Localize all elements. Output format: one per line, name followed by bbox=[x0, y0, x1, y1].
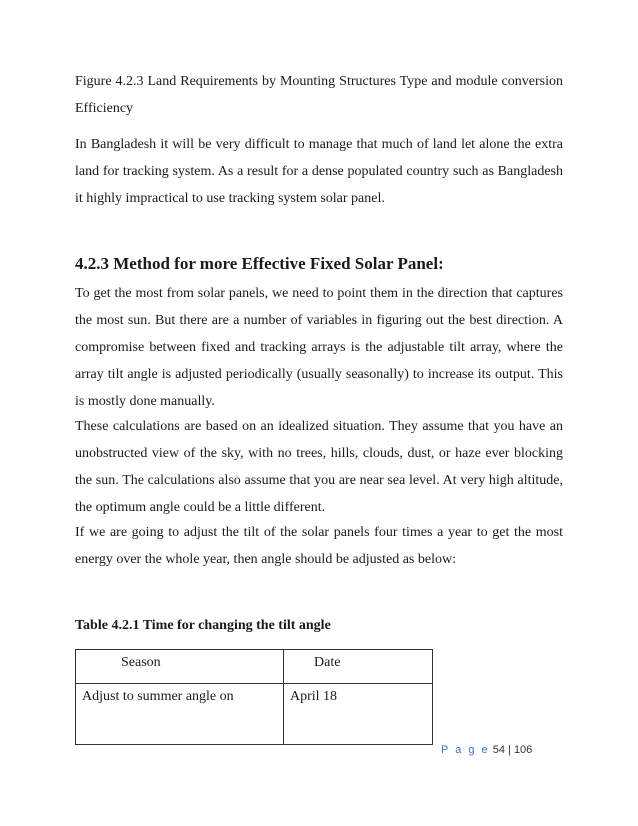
paragraph-land-tracking: In Bangladesh it will be very difficult to manage that much of land let alone the extra land for tracking system. As a result for a dense populated country such as Bangladesh it highly impractical to use tracking system solar panel. bbox=[75, 137, 563, 206]
paragraph-adjust-four-times: If we are going to adjust the tilt of the solar panels four times a year to get the most energy over the whole year, then angle should be adjusted as below: bbox=[75, 525, 563, 567]
figure-caption: Figure 4.2.3 Land Requirements by Mounting Structures Type and module conversion Efficiency bbox=[75, 74, 563, 116]
page-number: 54 | 106 bbox=[492, 744, 533, 756]
table-cell-date: April 18 bbox=[284, 684, 433, 745]
table-title: Table 4.2.1 Time for changing the tilt angle bbox=[75, 618, 331, 633]
paragraph-adjustable-tilt: To get the most from solar panels, we need to point them in the direction that captures the most sun. But there are a number of variables in figuring out the best direction. A compromise between fixed and tracking arrays is the adjustable tilt array, where the array tilt angle is adjusted periodically (usually seasonally) to increase its output. This is mostly done manually. bbox=[75, 286, 563, 409]
page-label: P a g e bbox=[441, 744, 490, 756]
table-header-season: Season bbox=[76, 650, 284, 684]
table-header-date: Date bbox=[284, 650, 433, 684]
tilt-angle-table bbox=[75, 649, 433, 745]
section-heading: 4.2.3 Method for more Effective Fixed Solar Panel: bbox=[75, 254, 444, 273]
paragraph-assumptions: These calculations are based on an idealized situation. They assume that you have an unobstructed view of the sky, with no trees, hills, clouds, dust, or haze ever blocking the sun. The calculations also assume that you are near sea level. At very high altitude, the optimum angle could be a little different. bbox=[75, 419, 563, 515]
table-row bbox=[76, 684, 433, 745]
page-footer bbox=[441, 744, 532, 756]
table-cell-season: Adjust to summer angle on bbox=[76, 684, 284, 745]
table-header-row bbox=[76, 650, 433, 684]
